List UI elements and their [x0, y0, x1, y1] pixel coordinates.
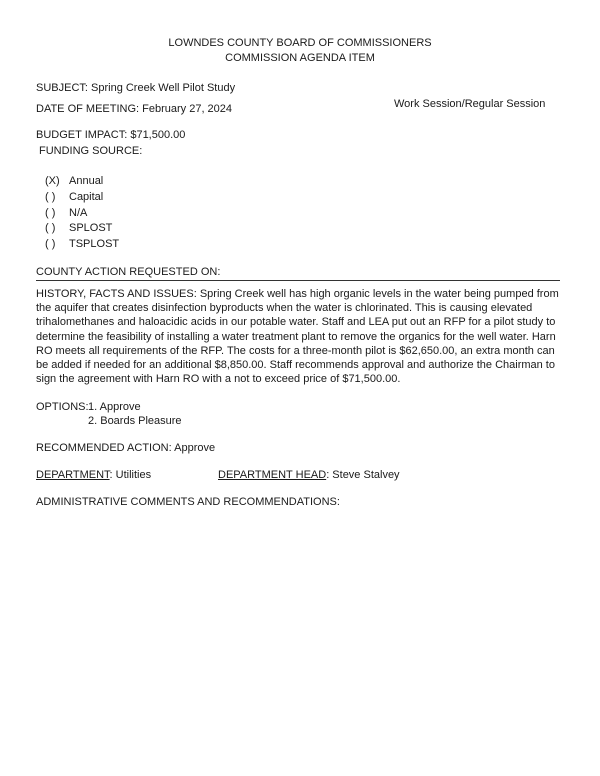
funding-option-label: TSPLOST: [69, 238, 120, 250]
options-label: OPTIONS:: [36, 401, 89, 413]
checkbox-mark: ( ): [45, 222, 56, 234]
administrative-comments: ADMINISTRATIVE COMMENTS AND RECOMMENDATIONS:: [36, 496, 340, 508]
checkbox-mark: (X): [45, 175, 60, 187]
funding-option-splost: [45, 221, 112, 235]
checkbox-mark: ( ): [45, 191, 56, 203]
funding-option-label: Capital: [69, 191, 104, 203]
funding-option-tsplost: [45, 237, 119, 251]
history-facts-issues: HISTORY, FACTS AND ISSUES: Spring Creek well has high organic levels in the water being pumped from the aquifer that creates disinfection byproducts when the water is chlorinated. This is causing elevated trihalomethanes and haloacidic acids in our potable water. Staff and LEA put out an RFP for a pilot study to determine the feasibility of installing a water treatment plant to remove the organics for the well water. Harn RO meets all requirements of the RFP. The costs for a three-month pilot is $62,650.00, an extra month can be added if needed for an additional $8,850.00. Staff recommends approval and authorize the Chairman to sign the agreement with Harn RO with a not to exceed price of $71,500.00.: [36, 288, 559, 386]
department-head: [218, 468, 400, 482]
header-subtitle: COMMISSION AGENDA ITEM: [225, 52, 375, 64]
funding-option-label: SPLOST: [69, 222, 113, 234]
funding-option-annual: [45, 174, 103, 188]
department-label: DEPARTMENT: [36, 469, 110, 481]
department-value: : Utilities: [109, 469, 152, 481]
session-type: Work Session/Regular Session: [394, 98, 546, 110]
funding-option-capital: [45, 190, 103, 204]
county-action-requested: COUNTY ACTION REQUESTED ON:: [36, 266, 221, 278]
checkbox-mark: ( ): [45, 207, 56, 219]
option-item-1: 1. Approve: [88, 401, 141, 413]
header-title: LOWNDES COUNTY BOARD OF COMMISSIONERS: [168, 37, 432, 49]
date-of-meeting: DATE OF MEETING: February 27, 2024: [36, 103, 233, 115]
department-head-label: DEPARTMENT HEAD: [218, 469, 327, 481]
funding-option-label: N/A: [69, 207, 88, 219]
subject: SUBJECT: Spring Creek Well Pilot Study: [36, 82, 236, 94]
checkbox-mark: ( ): [45, 238, 56, 250]
option-item-2: 2. Boards Pleasure: [88, 415, 182, 427]
recommended-action: RECOMMENDED ACTION: Approve: [36, 442, 216, 454]
section-divider: [36, 280, 560, 281]
department-head-value: : Steve Stalvey: [326, 469, 400, 481]
funding-option-label: Annual: [69, 175, 104, 187]
budget-impact: BUDGET IMPACT: $71,500.00: [36, 129, 186, 141]
funding-source-label: FUNDING SOURCE:: [39, 145, 143, 157]
funding-option-na: [45, 206, 87, 220]
department: [36, 468, 151, 482]
